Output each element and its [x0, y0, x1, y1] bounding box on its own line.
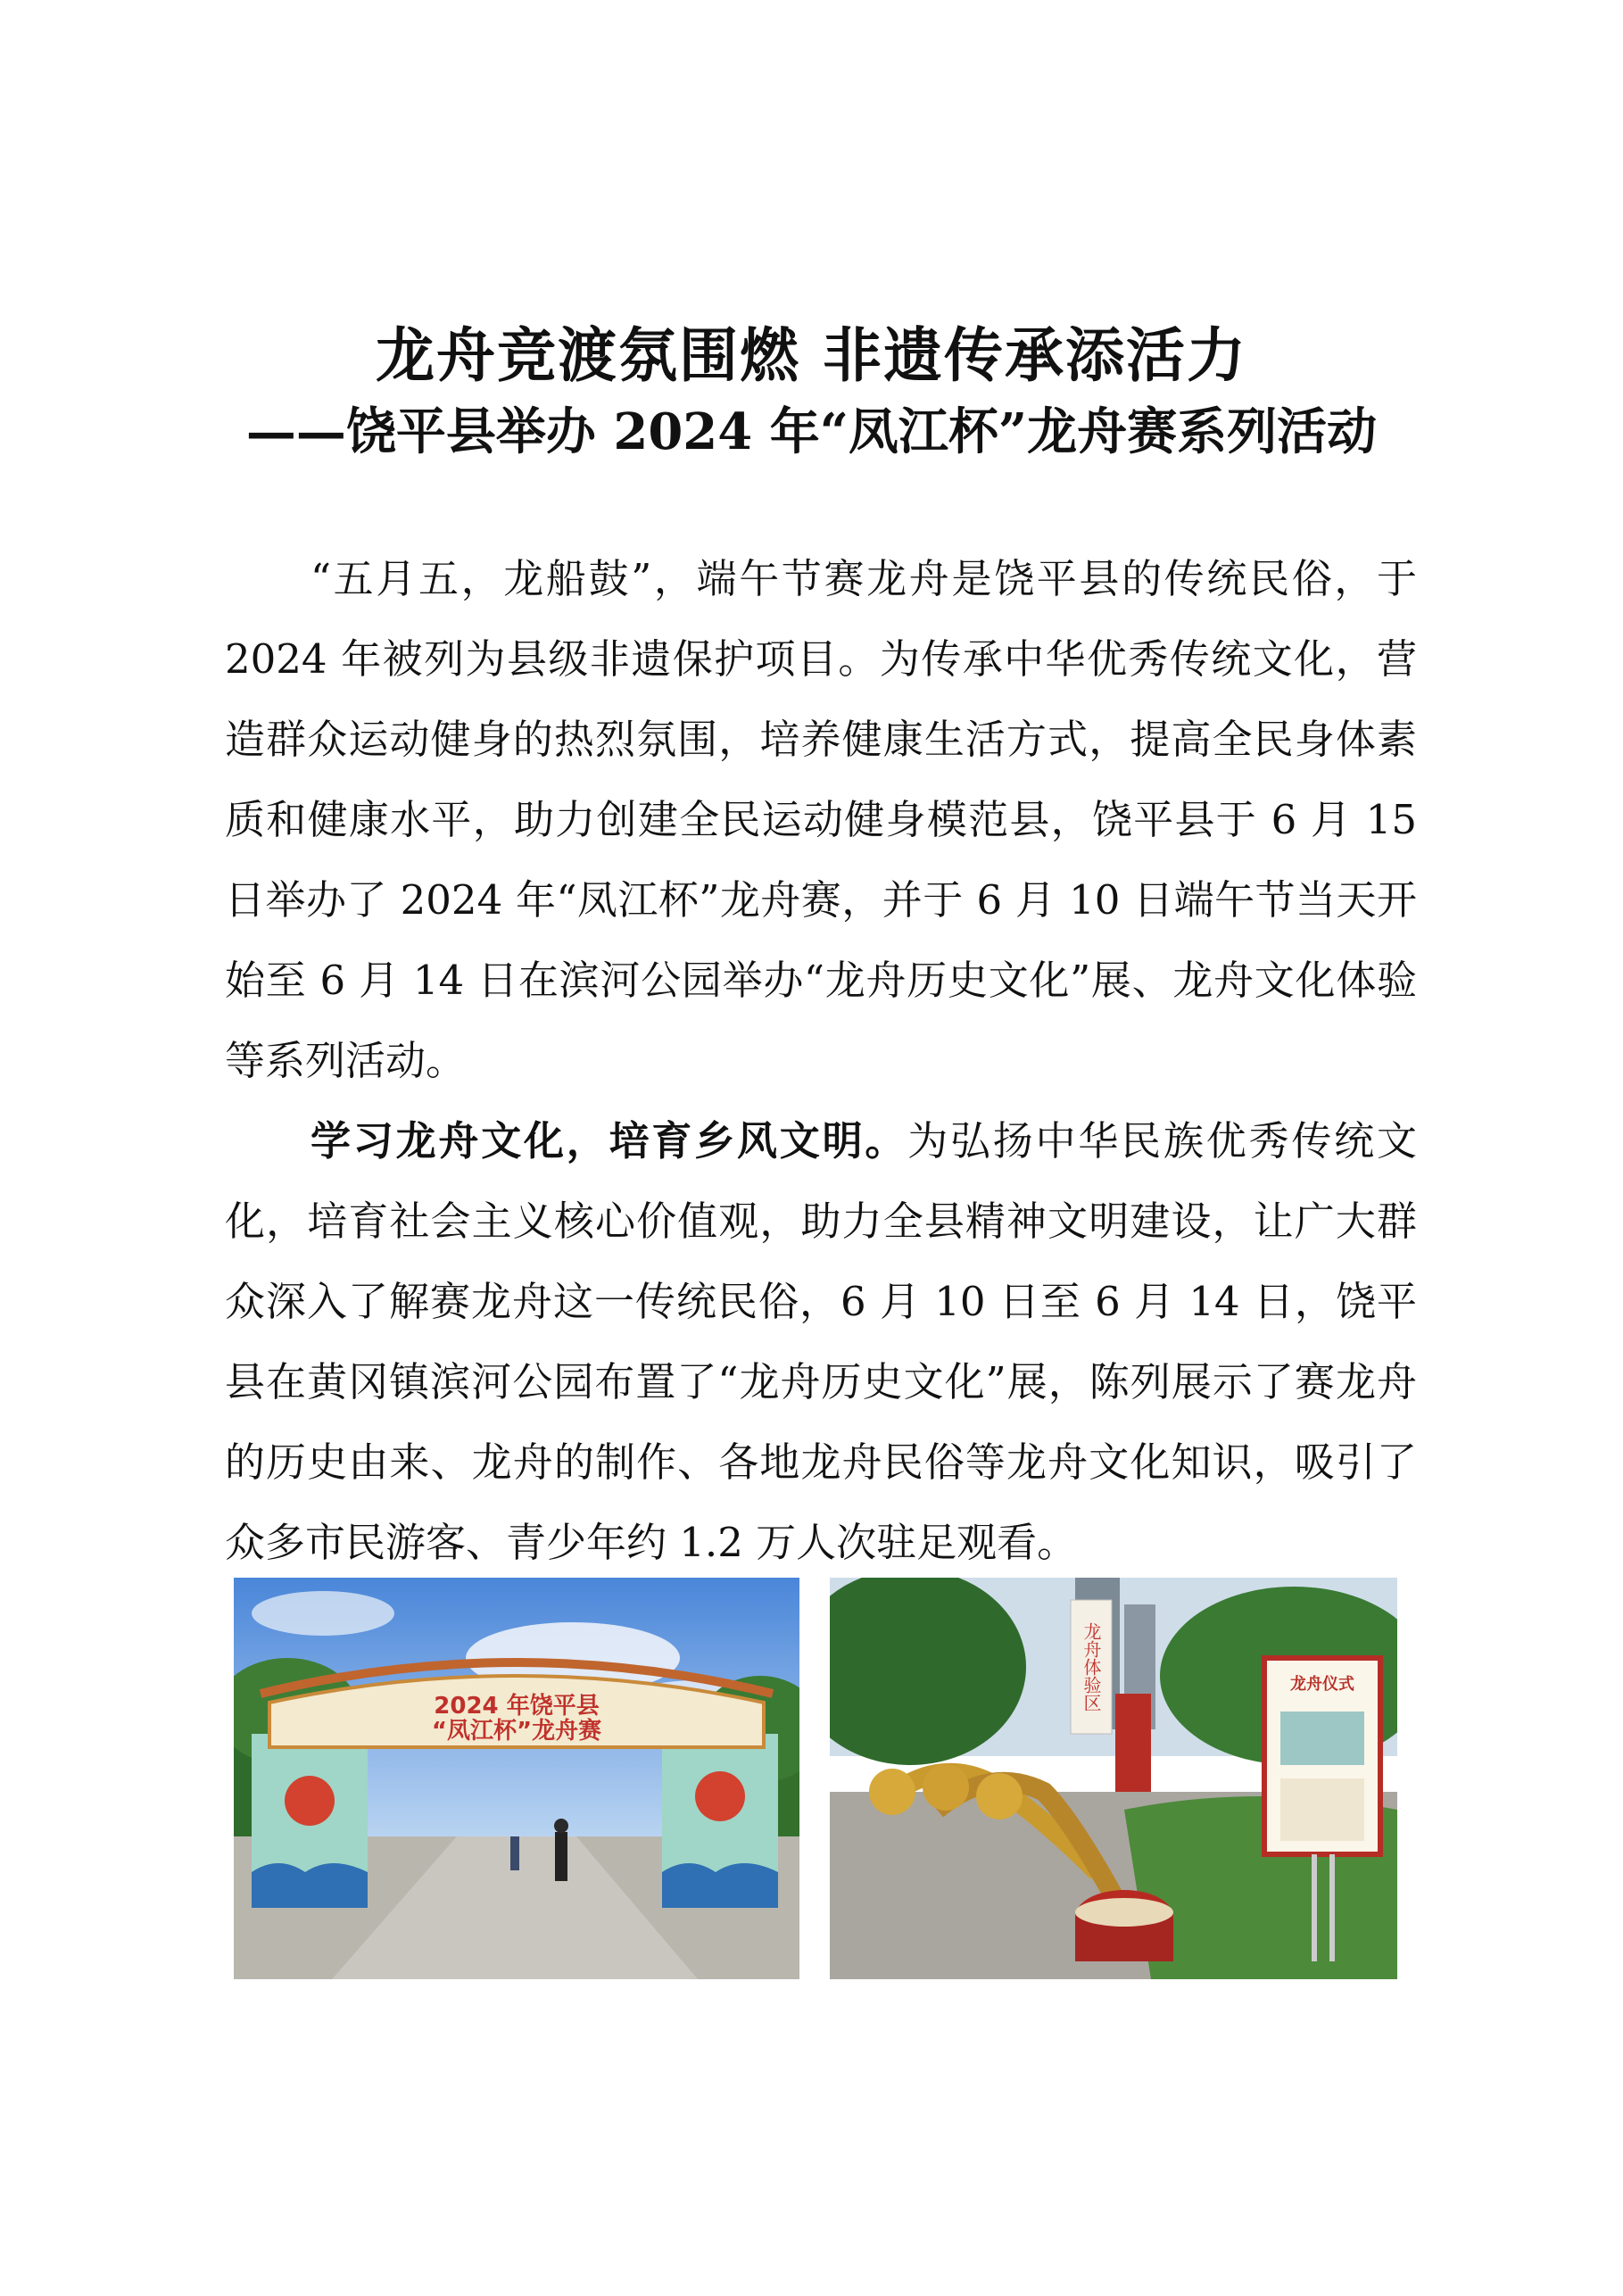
arch-line1-text: 2024 年饶平县 — [434, 1693, 600, 1720]
sign-title-text: 龙舟仪式 — [1290, 1675, 1354, 1694]
paragraph-2 — [225, 1101, 1417, 1583]
paragraph-2-text: 为弘扬中华民族优秀传统文化，培育社会主义核心价值观，助力全县精神文明建设，让广大群众深入了解赛龙舟这一传统民俗，6 月 10 日至 6 月 14 日，饶平县在黄冈镇滨河公园布置了“龙舟历史文化”展，陈列展示了赛龙舟的历史由来、龙舟的制作、各地龙舟民俗等龙舟文化知识，吸引了众多市民游客、青少年约 1.2 万人次驻足观看。 — [225, 1117, 1417, 1566]
paragraph-1 — [225, 539, 1417, 1101]
paragraph-1-text: “五月五，龙船鼓”，端午节赛龙舟是饶平县的传统民俗，于 2024 年被列为县级非遗保护项目。为传承中华优秀传统文化，营造群众运动健身的热烈氛围，培养健康生活方式，提高全民身体素质和健康水平，助力创建全民运动健身模范县，饶平县于 6 月 15 日举办了 2024 年“凤江杯”龙舟赛，并于 6 月 10 日端午节当天开始至 6 月 14 日在滨河公园举办“龙舟历史文化”展、龙舟文化体验等系列活动。 — [225, 555, 1417, 1084]
arch-photo-illustration — [234, 1578, 799, 1979]
article-body — [225, 539, 1417, 1583]
paragraph-2-lead: 学习龙舟文化，培育乡风文明。 — [311, 1117, 908, 1165]
banner-text: 龙舟体验区 — [1081, 1622, 1102, 1712]
arch-line2-text: “凤江杯”龙舟赛 — [431, 1718, 602, 1745]
photo-festival-arch — [234, 1578, 799, 1979]
dragon-photo-illustration — [830, 1578, 1397, 1979]
page-subtitle: ——饶平县举办 2024 年“凤江杯”龙舟赛系列活动 — [245, 402, 1378, 461]
page-title: 龙舟竞渡氛围燃 非遗传承添活力 — [376, 320, 1247, 390]
photo-dragon-heads — [830, 1578, 1397, 1979]
